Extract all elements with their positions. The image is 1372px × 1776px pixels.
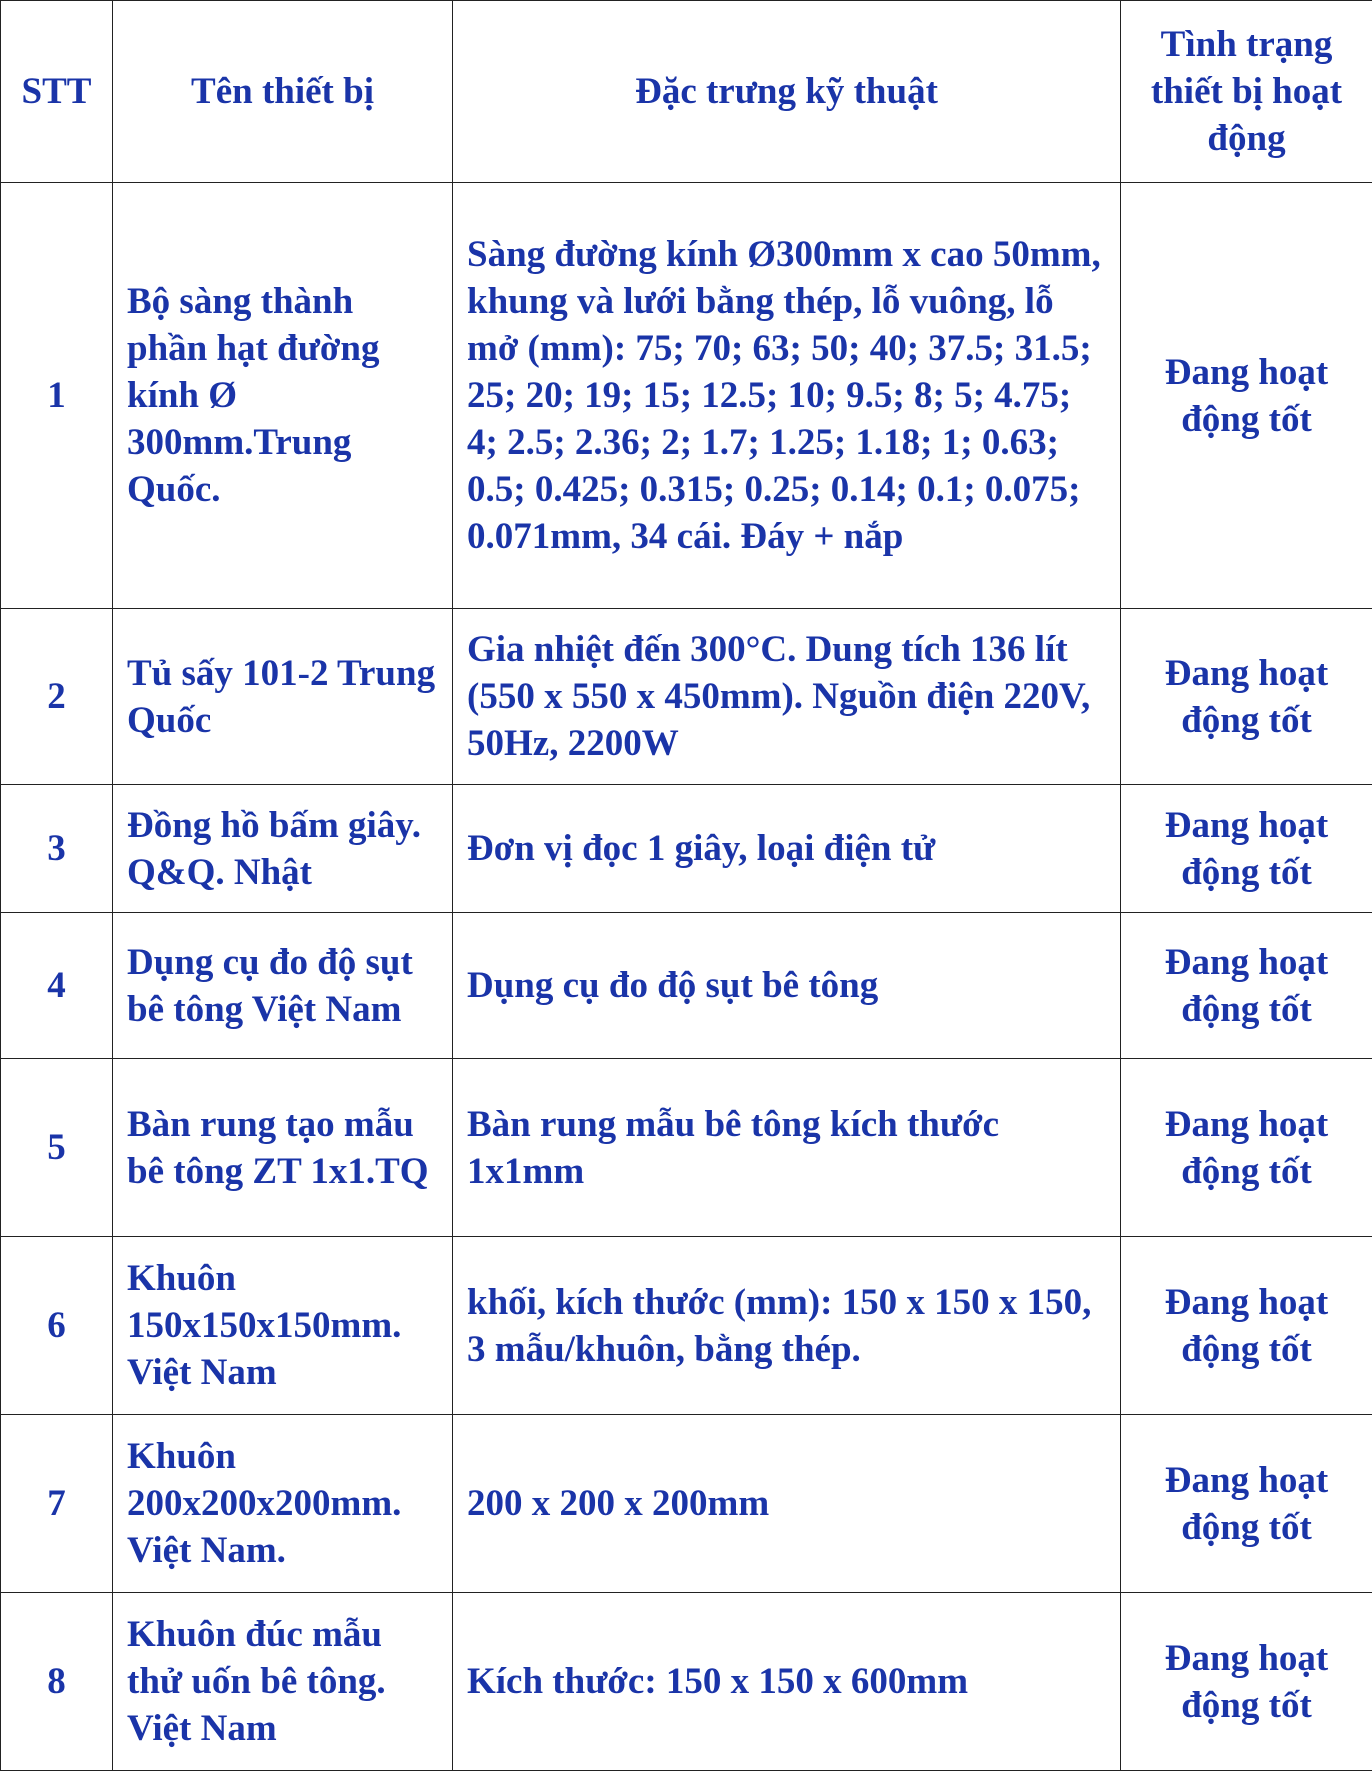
row-stt: 8 (1, 1593, 113, 1771)
row-spec: Sàng đường kính Ø300mm x cao 50mm, khung và lưới bằng thép, lỗ vuông, lỗ mở (mm): 75; 70; 63; 50; 40; 37.5; 31.5; 25; 20; 19; 15; 12.5; 10; 9.5; 8; 5; 4.75; 4; 2.5; 2.36; 2; 1.7; 1.25; 1.18; 1; 0.63; 0.5; 0.425; 0.315; 0.25; 0.14; 0.1; 0.075; 0.071mm, 34 cái. Đáy + nắp (453, 183, 1121, 609)
table-row (1, 1415, 1372, 1593)
row-status: Đang hoạt động tốt (1121, 785, 1372, 913)
row-device-name: Đồng hồ bấm giây. Q&Q. Nhật (113, 785, 453, 913)
table-row (1, 609, 1372, 785)
row-status: Đang hoạt động tốt (1121, 609, 1372, 785)
row-stt: 7 (1, 1415, 113, 1593)
table-row (1, 1059, 1372, 1237)
row-stt: 5 (1, 1059, 113, 1237)
row-spec: 200 x 200 x 200mm (453, 1415, 1121, 1593)
row-spec: Kích thước: 150 x 150 x 600mm (453, 1593, 1121, 1771)
row-device-name: Khuôn đúc mẫu thử uốn bê tông. Việt Nam (113, 1593, 453, 1771)
header-row (1, 1, 1372, 183)
row-status: Đang hoạt động tốt (1121, 1059, 1372, 1237)
row-device-name: Khuôn 150x150x150mm. Việt Nam (113, 1237, 453, 1415)
row-status: Đang hoạt động tốt (1121, 913, 1372, 1059)
table-row (1, 913, 1372, 1059)
row-status: Đang hoạt động tốt (1121, 183, 1372, 609)
row-device-name: Tủ sấy 101-2 Trung Quốc (113, 609, 453, 785)
row-status: Đang hoạt động tốt (1121, 1593, 1372, 1771)
table-row (1, 1593, 1372, 1771)
row-device-name: Bàn rung tạo mẫu bê tông ZT 1x1.TQ (113, 1059, 453, 1237)
row-stt: 6 (1, 1237, 113, 1415)
row-device-name: Dụng cụ đo độ sụt bê tông Việt Nam (113, 913, 453, 1059)
row-status: Đang hoạt động tốt (1121, 1415, 1372, 1593)
row-spec: Dụng cụ đo độ sụt bê tông (453, 913, 1121, 1059)
header-stt: STT (1, 1, 113, 183)
table-row (1, 183, 1372, 609)
header-name: Tên thiết bị (113, 1, 453, 183)
row-spec: Gia nhiệt đến 300°C. Dung tích 136 lít (550 x 550 x 450mm). Nguồn điện 220V, 50Hz, 2200W (453, 609, 1121, 785)
row-status: Đang hoạt động tốt (1121, 1237, 1372, 1415)
row-stt: 1 (1, 183, 113, 609)
row-device-name: Bộ sàng thành phần hạt đường kính Ø 300mm.Trung Quốc. (113, 183, 453, 609)
table-row (1, 785, 1372, 913)
header-status: Tình trạng thiết bị hoạt động (1121, 1, 1372, 183)
header-spec: Đặc trưng kỹ thuật (453, 1, 1121, 183)
table-row (1, 1237, 1372, 1415)
row-spec: Bàn rung mẫu bê tông kích thước 1x1mm (453, 1059, 1121, 1237)
row-device-name: Khuôn 200x200x200mm. Việt Nam. (113, 1415, 453, 1593)
row-stt: 4 (1, 913, 113, 1059)
row-spec: Đơn vị đọc 1 giây, loại điện tử (453, 785, 1121, 913)
row-stt: 3 (1, 785, 113, 913)
row-stt: 2 (1, 609, 113, 785)
row-spec: khối, kích thước (mm): 150 x 150 x 150, 3 mẫu/khuôn, bằng thép. (453, 1237, 1121, 1415)
